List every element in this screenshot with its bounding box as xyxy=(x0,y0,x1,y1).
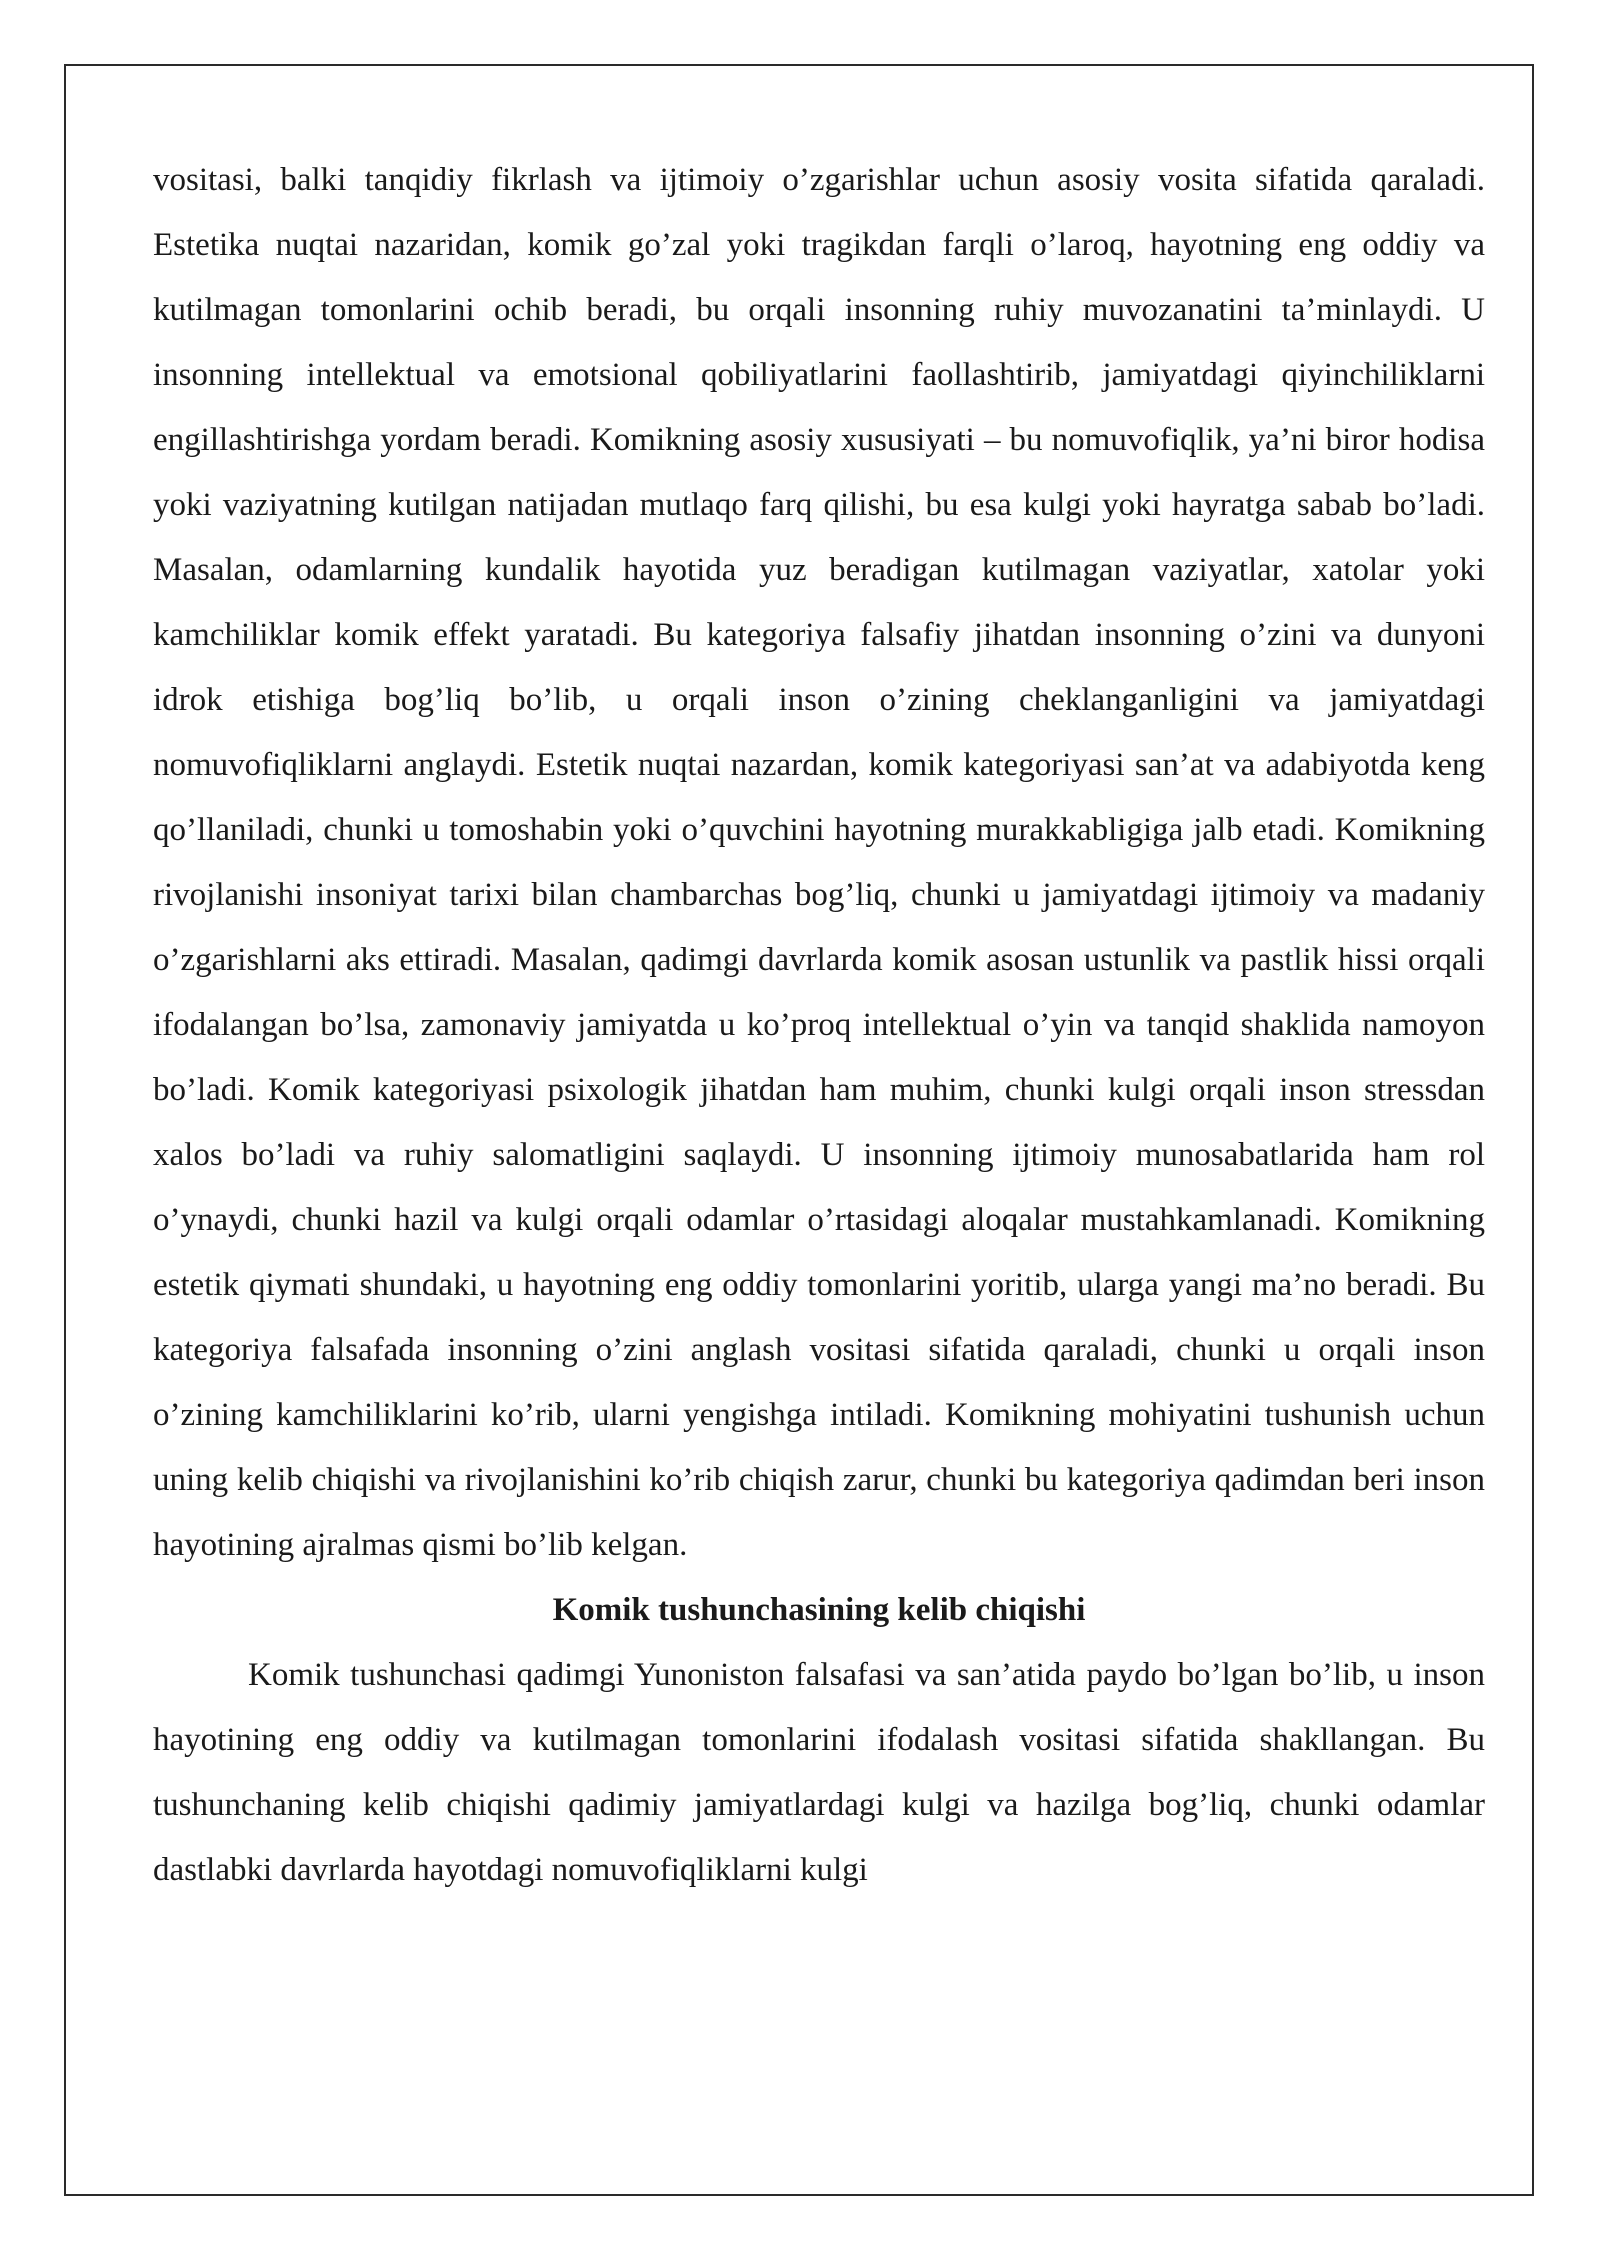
document-body xyxy=(153,148,1485,1903)
section-heading: Komik tushunchasining kelib chiqishi xyxy=(552,1592,1086,1628)
body-paragraph: Komik tushunchasi qadimgi Yunoniston falsafasi va san’atida paydo bo’lgan bo’lib, u inson hayotining eng oddiy va kutilmagan tomonlarini ifodalash vositasi sifatida shakllangan. Bu tushunchaning kelib chiqishi qadimiy jamiyatlardagi kulgi va hazilga bog’liq, chunki odamlar dastlabki davrlarda hayotdagi nomuvofiqliklarni kulgi xyxy=(153,1657,1485,1888)
body-paragraph: vositasi, balki tanqidiy fikrlash va ijtimoiy o’zgarishlar uchun asosiy vosita sifatida qaraladi. Estetika nuqtai nazaridan, komik go’zal yoki tragikdan farqli o’laroq, hayotning eng oddiy va kutilmagan tomonlarini ochib beradi, bu orqali insonning ruhiy muvozanatini ta’minlaydi. U insonning intellektual va emotsional qobiliyatlarini faollashtirib, jamiyatdagi qiyinchiliklarni engillashtirishga yordam beradi. Komikning asosiy xususiyati – bu nomuvofiqlik, ya’ni biror hodisa yoki vaziyatning kutilgan natijadan mutlaqo farq qilishi, bu esa kulgi yoki hayratga sabab bo’ladi. Masalan, odamlarning kundalik hayotida yuz beradigan kutilmagan vaziyatlar, xatolar yoki kamchiliklar komik effekt yaratadi. Bu kategoriya falsafiy jihatdan insonning o’zini va dunyoni idrok etishiga bog’liq bo’lib, u orqali inson o’zining cheklanganligini va jamiyatdagi nomuvofiqliklarni anglaydi. Estetik nuqtai nazardan, komik kategoriyasi san’at va adabiyotda keng qo’llaniladi, chunki u tomoshabin yoki o’quvchini hayotning murakkabligiga jalb etadi. Komikning rivojlanishi insoniyat tarixi bilan chambarchas bog’liq, chunki u jamiyatdagi ijtimoiy va madaniy o’zgarishlarni aks ettiradi. Masalan, qadimgi davrlarda komik asosan ustunlik va pastlik hissi orqali ifodalangan bo’lsa, zamonaviy jamiyatda u ko’proq intellektual o’yin va tanqid shaklida namoyon bo’ladi. Komik kategoriyasi psixologik jihatdan ham muhim, chunki kulgi orqali inson stressdan xalos bo’ladi va ruhiy salomatligini saqlaydi. U insonning ijtimoiy munosabatlarida ham rol o’ynaydi, chunki hazil va kulgi orqali odamlar o’rtasidagi aloqalar mustahkamlanadi. Komikning estetik qiymati shundaki, u hayotning eng oddiy tomonlarini yoritib, ularga yangi ma’no beradi. Bu kategoriya falsafada insonning o’zini anglash vositasi sifatida qaraladi, chunki u orqali inson o’zining kamchiliklarini ko’rib, ularni yengishga intiladi. Komikning mohiyatini tushunish uchun uning kelib chiqishi va rivojlanishini ko’rib chiqish zarur, chunki bu kategoriya qadimdan beri inson hayotining ajralmas qismi bo’lib kelgan. xyxy=(153,162,1485,1563)
